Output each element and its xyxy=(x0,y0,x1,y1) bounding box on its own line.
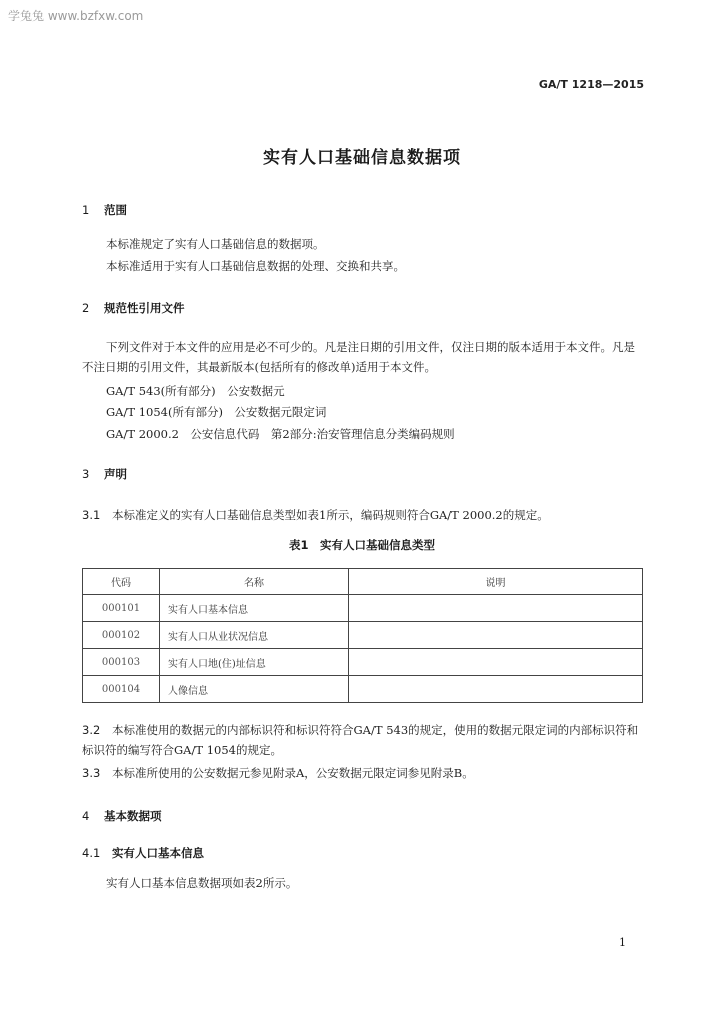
cell-description xyxy=(349,676,643,703)
reference-item: GA/T 543(所有部分) 公安数据元 xyxy=(106,384,285,398)
section-title: 基本数据项 xyxy=(104,809,162,823)
cell-code: 000104 xyxy=(83,676,160,703)
clause-number: 3.2 xyxy=(82,723,101,737)
cell-name: 实有人口地(住)址信息 xyxy=(160,649,349,676)
watermark: 学兔兔 www.bzfxw.com xyxy=(8,9,144,23)
column-header-code: 代码 xyxy=(83,569,160,595)
section-4-heading xyxy=(82,808,162,824)
info-type-table xyxy=(82,568,643,703)
cell-description xyxy=(349,595,643,622)
clause-text: 本标准使用的数据元的内部标识符和标识符符合GA/T 543的规定，使用的数据元限定词的内部标识符和标识符的编写符合GA/T 1054的规定。 xyxy=(82,723,639,757)
table-row xyxy=(83,622,643,649)
cell-description xyxy=(349,649,643,676)
scope-paragraph-1: 本标准规定了实有人口基础信息的数据项。 xyxy=(106,237,325,251)
standard-code: GA/T 1218—2015 xyxy=(538,78,644,91)
column-header-name: 名称 xyxy=(160,569,349,595)
section-number: 4 xyxy=(82,809,90,823)
column-header-description: 说明 xyxy=(349,569,643,595)
reference-item: GA/T 2000.2 公安信息代码 第2部分:治安管理信息分类编码规则 xyxy=(106,427,455,441)
section-3-heading xyxy=(82,466,127,482)
clause-4-1-heading xyxy=(82,845,204,861)
section-title: 范围 xyxy=(104,203,127,217)
table-caption: 表1 实有人口基础信息类型 xyxy=(288,538,435,552)
section-number: 2 xyxy=(82,301,90,315)
section-1-heading xyxy=(82,202,127,218)
table-header-row xyxy=(83,569,643,595)
table-row xyxy=(83,649,643,676)
scope-paragraph-2: 本标准适用于实有人口基础信息数据的处理、交换和共享。 xyxy=(106,259,405,273)
clause-title: 实有人口基本信息 xyxy=(112,846,204,860)
normative-references-intro: 下列文件对于本文件的应用是必不可少的。凡是注日期的引用文件，仅注日期的版本适用于本文件。凡是不注日期的引用文件，其最新版本(包括所有的修改单)适用于本文件。 xyxy=(82,340,635,374)
clause-text: 本标准定义的实有人口基础信息类型如表1所示，编码规则符合GA/T 2000.2的规定。 xyxy=(112,508,549,522)
clause-4-1-text: 实有人口基本信息数据项如表2所示。 xyxy=(106,876,298,890)
clause-text: 本标准所使用的公安数据元参见附录A，公安数据元限定词参见附录B。 xyxy=(112,766,474,780)
cell-code: 000102 xyxy=(83,622,160,649)
clause-number: 3.3 xyxy=(82,766,101,780)
section-number: 1 xyxy=(82,203,90,217)
table-row xyxy=(83,676,643,703)
clause-3-2 xyxy=(82,720,643,760)
page-title: 实有人口基础信息数据项 xyxy=(263,148,461,168)
reference-item: GA/T 1054(所有部分) 公安数据元限定词 xyxy=(106,405,327,419)
clause-3-3 xyxy=(82,763,474,783)
cell-code: 000103 xyxy=(83,649,160,676)
cell-name: 人像信息 xyxy=(160,676,349,703)
table-row xyxy=(83,595,643,622)
clause-3-1 xyxy=(82,505,549,525)
page-number: 1 xyxy=(619,936,626,949)
cell-description xyxy=(349,622,643,649)
section-title: 声明 xyxy=(104,467,127,481)
clause-number: 3.1 xyxy=(82,508,101,522)
section-number: 3 xyxy=(82,467,90,481)
clause-number: 4.1 xyxy=(82,846,101,860)
section-title: 规范性引用文件 xyxy=(104,301,185,315)
cell-code: 000101 xyxy=(83,595,160,622)
section-2-heading xyxy=(82,300,185,316)
cell-name: 实有人口基本信息 xyxy=(160,595,349,622)
cell-name: 实有人口从业状况信息 xyxy=(160,622,349,649)
